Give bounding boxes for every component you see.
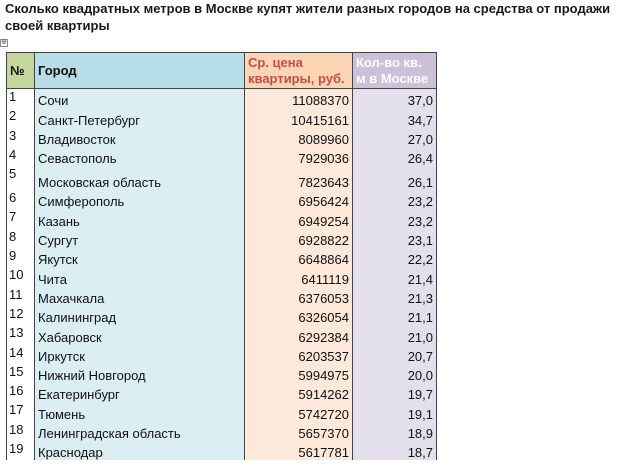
table-row (7, 287, 437, 306)
apartments-table (6, 52, 437, 460)
row-price: 6928822 (245, 229, 353, 248)
row-num: 16 (7, 383, 35, 402)
row-city: Тюмень (35, 402, 245, 421)
row-city: Владивосток (35, 128, 245, 147)
row-city: Сургут (35, 229, 245, 248)
row-num: 4 (7, 147, 35, 166)
row-city: Нижний Новгород (35, 364, 245, 383)
row-num: 5 (7, 166, 35, 190)
row-num: 1 (7, 89, 35, 109)
row-city: Санкт-Петербург (35, 108, 245, 127)
row-num: 14 (7, 345, 35, 364)
table-row (7, 166, 437, 190)
header-price: Ср. цена квартиры, руб. (245, 53, 353, 89)
row-city: Екатеринбург (35, 383, 245, 402)
table-row (7, 248, 437, 267)
row-num: 13 (7, 325, 35, 344)
row-num: 9 (7, 248, 35, 267)
row-price: 6292384 (245, 325, 353, 344)
row-price: 5914262 (245, 383, 353, 402)
table-row (7, 441, 437, 460)
table-row (7, 422, 437, 441)
row-sqm: 23,2 (353, 209, 437, 228)
table-row (7, 345, 437, 364)
row-city: Московская область (35, 166, 245, 190)
row-price: 7929036 (245, 147, 353, 166)
table-row (7, 325, 437, 344)
row-sqm: 18,7 (353, 441, 437, 460)
row-price: 5994975 (245, 364, 353, 383)
row-num: 18 (7, 422, 35, 441)
row-price: 5742720 (245, 402, 353, 421)
row-sqm: 27,0 (353, 128, 437, 147)
row-price: 6203537 (245, 345, 353, 364)
row-city: Симферополь (35, 190, 245, 209)
row-num: 11 (7, 287, 35, 306)
row-city: Хабаровск (35, 325, 245, 344)
table-row (7, 89, 437, 109)
row-city: Сочи (35, 89, 245, 109)
table-row (7, 147, 437, 166)
row-sqm: 21,4 (353, 267, 437, 286)
row-city: Чита (35, 267, 245, 286)
row-num: 3 (7, 128, 35, 147)
row-sqm: 22,2 (353, 248, 437, 267)
row-city: Казань (35, 209, 245, 228)
row-city: Краснодар (35, 441, 245, 460)
row-price: 11088370 (245, 89, 353, 109)
table-row (7, 306, 437, 325)
table-row (7, 108, 437, 127)
row-price: 10415161 (245, 108, 353, 127)
header-city: Город (35, 53, 245, 89)
row-price: 6411119 (245, 267, 353, 286)
row-num: 7 (7, 209, 35, 228)
header-num: № (7, 53, 35, 89)
row-price: 6376053 (245, 287, 353, 306)
row-price: 6326054 (245, 306, 353, 325)
row-city: Якутск (35, 248, 245, 267)
row-sqm: 21,3 (353, 287, 437, 306)
row-sqm: 37,0 (353, 89, 437, 109)
row-price: 6648864 (245, 248, 353, 267)
row-price: 7823643 (245, 166, 353, 190)
row-sqm: 26,1 (353, 166, 437, 190)
row-city: Севастополь (35, 147, 245, 166)
row-sqm: 19,1 (353, 402, 437, 421)
row-num: 15 (7, 364, 35, 383)
row-num: 8 (7, 229, 35, 248)
row-num: 19 (7, 441, 35, 460)
row-sqm: 21,0 (353, 325, 437, 344)
table-row (7, 209, 437, 228)
row-price: 5657370 (245, 422, 353, 441)
row-sqm: 21,1 (353, 306, 437, 325)
row-sqm: 18,9 (353, 422, 437, 441)
row-sqm: 23,2 (353, 190, 437, 209)
row-city: Калининград (35, 306, 245, 325)
row-city: Ленинградская область (35, 422, 245, 441)
row-sqm: 20,7 (353, 345, 437, 364)
row-price: 6956424 (245, 190, 353, 209)
table-title: Сколько квадратных метров в Москве купят жители разных городов на средства от продажи своей квартиры (5, 1, 611, 33)
row-price: 6949254 (245, 209, 353, 228)
row-num: 17 (7, 402, 35, 421)
row-sqm: 19,7 (353, 383, 437, 402)
row-num: 2 (7, 108, 35, 127)
table-row (7, 128, 437, 147)
row-city: Махачкала (35, 287, 245, 306)
table-row (7, 229, 437, 248)
row-num: 6 (7, 190, 35, 209)
table-row (7, 190, 437, 209)
row-sqm: 26,4 (353, 147, 437, 166)
row-sqm: 20,0 (353, 364, 437, 383)
row-price: 8089960 (245, 128, 353, 147)
table-row (7, 364, 437, 383)
row-city: Иркутск (35, 345, 245, 364)
row-sqm: 23,1 (353, 229, 437, 248)
header-row (7, 53, 437, 89)
header-sqm: Кол-во кв. м в Москве (353, 53, 437, 89)
row-price: 5617781 (245, 441, 353, 460)
table-row (7, 383, 437, 402)
move-handle-icon[interactable]: ⊕ (1, 39, 7, 46)
row-num: 10 (7, 267, 35, 286)
row-num: 12 (7, 306, 35, 325)
table-row (7, 267, 437, 286)
table-row (7, 402, 437, 421)
row-sqm: 34,7 (353, 108, 437, 127)
